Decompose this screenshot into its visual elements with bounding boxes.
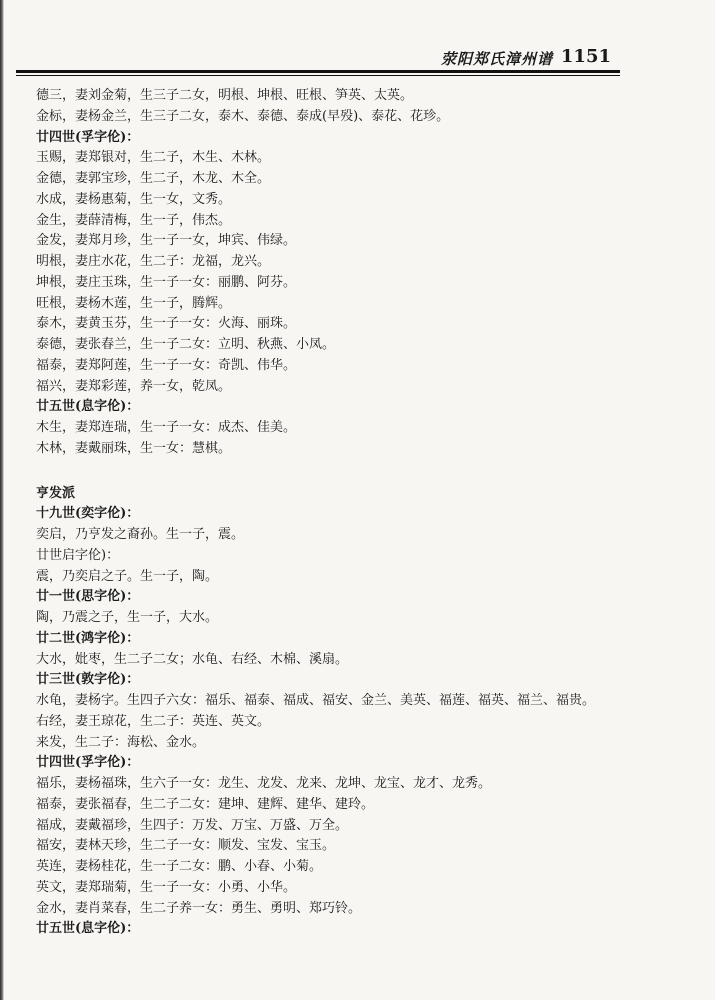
generation-heading: 十九世(奕字伦)： — [36, 506, 140, 522]
genealogy-entry: 明根，妻庄水花，生二子：龙福，龙兴。 — [36, 254, 271, 269]
page-body — [36, 86, 626, 940]
genealogy-entry: 英连，妻杨桂花，生一子二女：鹏、小春、小菊。 — [36, 859, 323, 874]
genealogy-entry: 德三，妻刘金菊，生三子二女，明根、坤根、旺根、笋英、太英。 — [36, 88, 414, 103]
genealogy-entry: 金标，妻杨金兰，生三子二女，泰木、泰德、泰成(早殁)、泰花、花珍。 — [36, 108, 450, 124]
generation-heading: 廿五世(息字伦)： — [36, 399, 140, 415]
genealogy-entry: 水龟，妻杨字。生四子六女：福乐、福泰、福成、福安、金兰、美英、福莲、福英、福兰、福贵。 — [36, 693, 596, 708]
header-rule-thin — [16, 75, 620, 76]
genealogy-entry: 福泰，妻张福春，生二子二女：建坤、建辉、建华、建玲。 — [36, 796, 375, 812]
genealogy-block-1 — [36, 86, 626, 460]
generation-heading: 廿五世(息字伦)： — [36, 921, 140, 937]
genealogy-entry: 福成，妻戴福珍，生四子：万发、万宝、万盛、万全。 — [36, 817, 349, 833]
genealogy-entry: 福兴，妻郑彩莲，养一女，乾凤。 — [36, 378, 232, 394]
genealogy-entry: 泰木，妻黄玉芬，生一子一女：火海、丽珠。 — [36, 316, 297, 332]
genealogy-entry: 木林，妻戴丽珠，生一女：慧棋。 — [36, 440, 232, 456]
genealogy-entry: 福乐，妻杨福珠，生六子一女：龙生、龙发、龙来、龙坤、龙宝、龙才、龙秀。 — [36, 776, 492, 791]
genealogy-entry: 金水，妻肖菜春，生二子养一女：勇生、勇明、郑巧铃。 — [36, 900, 362, 916]
generation-heading: 廿四世(孚字伦)： — [36, 129, 140, 145]
genealogy-entry: 来发，生二子：海松、金水。 — [36, 734, 206, 750]
genealogy-entry: 金德，妻郭宝珍，生二子，木龙、木全。 — [36, 171, 271, 186]
genealogy-entry: 右经，妻王琼花，生二子：英连、英文。 — [36, 713, 271, 729]
header-rule-thick — [16, 70, 620, 73]
genealogy-entry: 陶，乃震之子，生一子，大水。 — [36, 610, 219, 625]
genealogy-entry: 英文，妻郑瑞菊，生一子一女：小勇、小华。 — [36, 879, 297, 895]
page-number: 1151 — [560, 46, 611, 67]
binding-edge — [0, 0, 4, 1000]
generation-heading: 廿二世(鸿字伦)： — [36, 630, 140, 646]
genealogy-entry: 奕启，乃亨发之裔孙。生一子，震。 — [36, 527, 245, 542]
genealogy-entry: 廿世启字伦)： — [36, 547, 120, 563]
section-title: 亨发派 — [36, 485, 76, 501]
genealogy-entry: 大水，妣枣，生二子二女；水龟、右经、木棉、溪扇。 — [36, 651, 349, 667]
genealogy-entry: 福安，妻林天珍，生二子一女：顺发、宝发、宝玉。 — [36, 838, 336, 854]
genealogy-block-2 — [36, 504, 626, 940]
genealogy-entry: 玉赐，妻郑银对，生二子，木生、木林。 — [36, 150, 271, 166]
genealogy-entry: 震，乃奕启之子。生一子，陶。 — [36, 568, 219, 584]
genealogy-entry: 泰德，妻张春兰，生一子二女：立明、秋燕、小凤。 — [36, 337, 336, 352]
genealogy-entry: 金发，妻郑月珍，生一子一女，坤宾、伟绿。 — [36, 233, 297, 249]
generation-heading: 廿四世(孚字伦)： — [36, 755, 140, 771]
genealogy-entry: 坤根，妻庄玉珠，生一子一女：丽鹏、阿芬。 — [36, 274, 297, 290]
generation-heading: 廿三世(敦字伦)： — [36, 672, 140, 688]
genealogy-entry: 旺根，妻杨木莲，生一子，腾辉。 — [36, 295, 232, 311]
generation-heading: 廿一世(思字伦)： — [36, 589, 140, 605]
genealogy-entry: 金生，妻薛清梅，生一子，伟杰。 — [36, 212, 232, 228]
genealogy-entry: 木生，妻郑连瑞，生一子一女：成杰、佳美。 — [36, 420, 297, 435]
genealogy-entry: 水成，妻杨惠菊，生一女，文秀。 — [36, 191, 232, 207]
book-title: 荥阳郑氏漳州谱 — [440, 50, 553, 68]
genealogy-entry: 福泰，妻郑阿莲，生一子一女：奇凯、伟华。 — [36, 357, 297, 373]
